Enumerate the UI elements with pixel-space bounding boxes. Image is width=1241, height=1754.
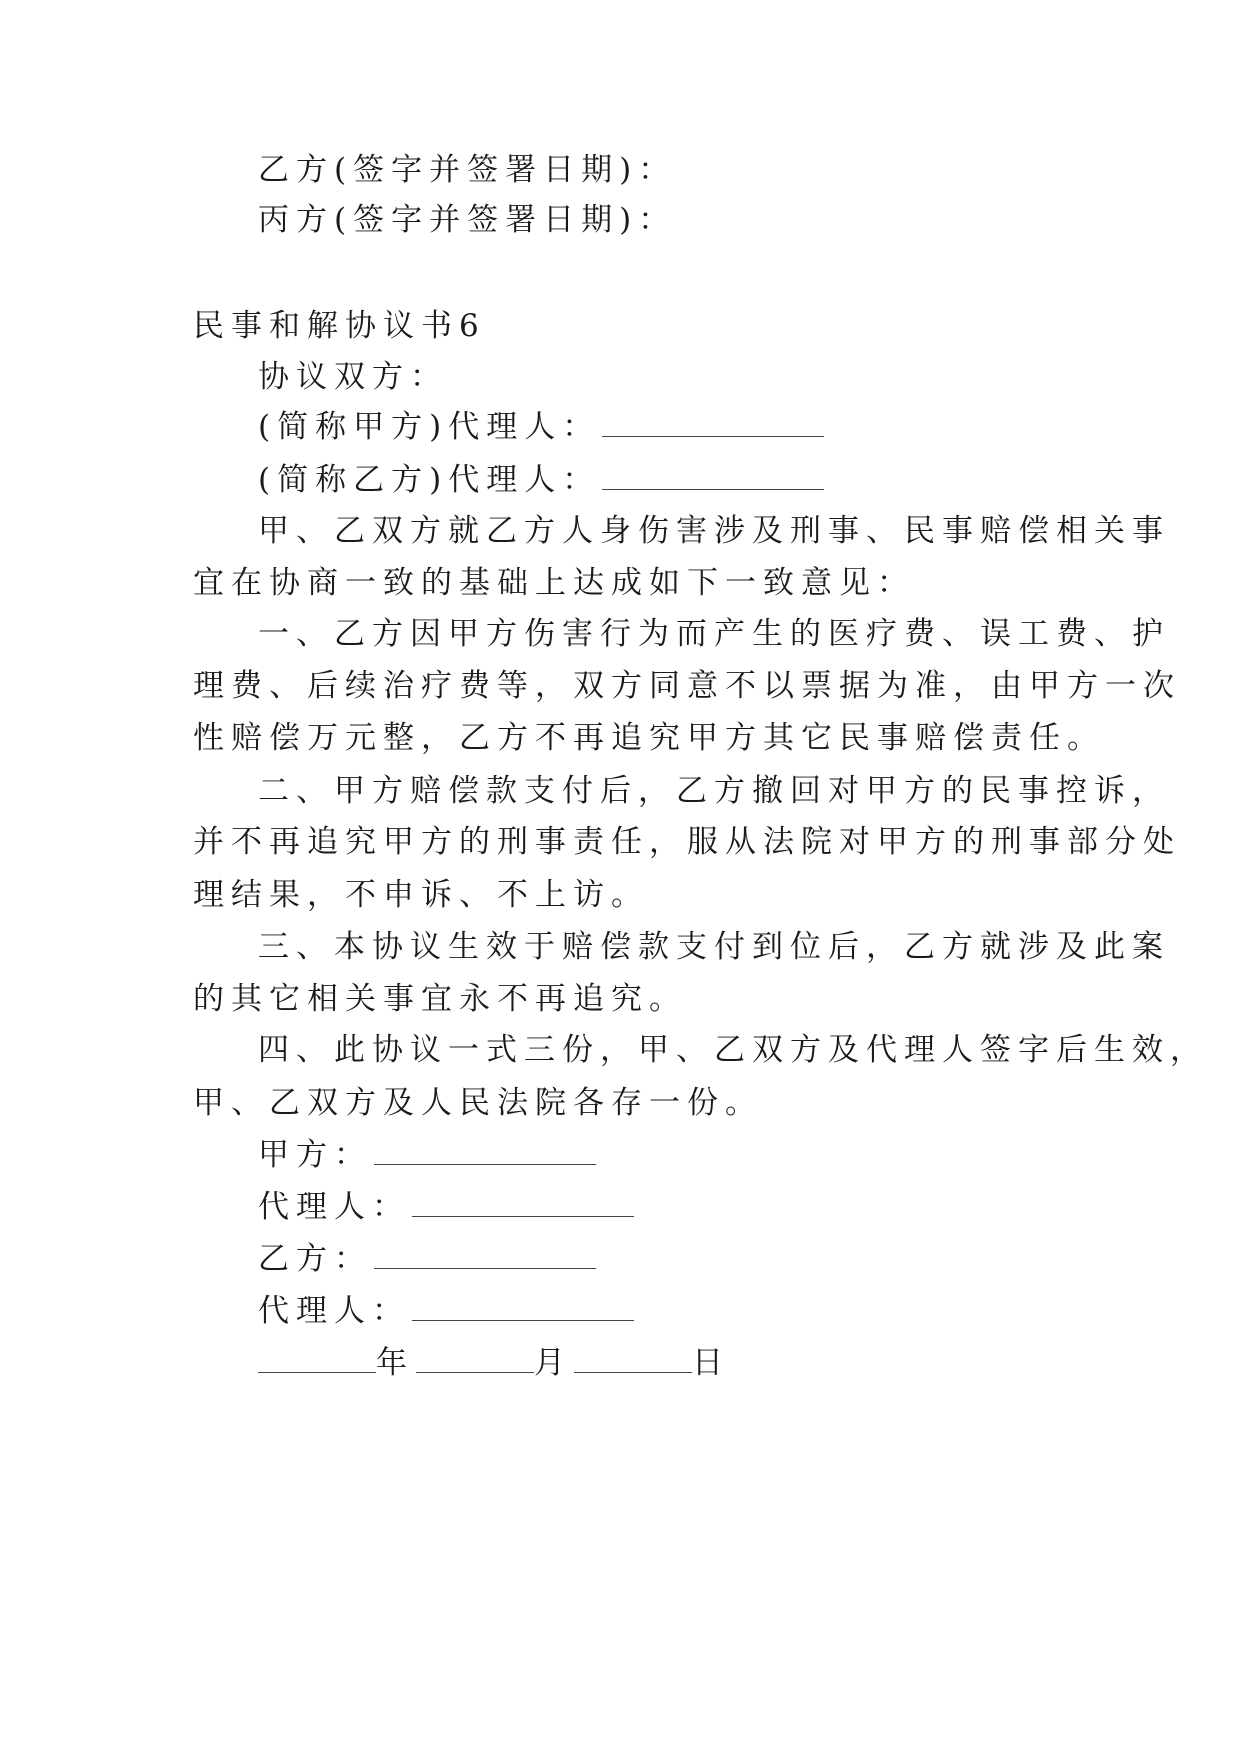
clause-2-line-3: 理结果，不申诉、不上访。 <box>193 877 649 913</box>
agent-1-signature-line <box>258 1187 634 1227</box>
clause-2-line-1: 二、甲方赔偿款支付后，乙方撤回对甲方的民事控诉， <box>258 773 1170 809</box>
intro-line-2: 宜在协商一致的基础上达成如下一致意见： <box>193 565 915 601</box>
intro-line-1: 甲、乙双方就乙方人身伤害涉及刑事、民事赔偿相关事 <box>258 513 1170 549</box>
party-a-blank <box>374 1138 596 1165</box>
party-b-signature-line-2 <box>258 1239 596 1279</box>
agent-2-signature-line <box>258 1291 634 1331</box>
party-b-signature-line: 乙方(签字并签署日期)： <box>258 152 677 188</box>
agent-2-blank <box>412 1294 634 1321</box>
clause-1-line-2: 理费、后续治疗费等，双方同意不以票据为准，由甲方一次 <box>193 668 1181 704</box>
party-b-label: 乙方： <box>258 1241 372 1277</box>
clause-2-line-2: 并不再追究甲方的刑事责任，服从法院对甲方的刑事部分处 <box>193 824 1181 860</box>
party-c-signature-line: 丙方(签字并签署日期)： <box>258 202 677 238</box>
parties-heading: 协议双方： <box>258 359 448 395</box>
party-b-agent-label: (简称乙方)代理人： <box>258 462 601 498</box>
party-b-agent-line <box>258 460 824 500</box>
clause-3-line-1: 三、本协议生效于赔偿款支付到位后，乙方就涉及此案 <box>258 929 1170 965</box>
clause-4-line-2: 甲、乙双方及人民法院各存一份。 <box>193 1085 763 1121</box>
clause-1-line-3: 性赔偿万元整，乙方不再追究甲方其它民事赔偿责任。 <box>193 720 1105 756</box>
year-blank <box>258 1346 376 1373</box>
party-a-label: 甲方： <box>258 1137 372 1173</box>
agent-1-blank <box>412 1190 634 1217</box>
agent-1-label: 代理人： <box>258 1189 410 1225</box>
month-label: 月 <box>534 1345 572 1381</box>
date-line <box>258 1343 730 1383</box>
clause-1-line-1: 一、乙方因甲方伤害行为而产生的医疗费、误工费、护 <box>258 616 1170 652</box>
day-label: 日 <box>692 1345 730 1381</box>
party-a-agent-line <box>258 407 824 447</box>
day-blank <box>574 1346 692 1373</box>
party-a-agent-label: (简称甲方)代理人： <box>258 409 601 445</box>
month-blank <box>416 1346 534 1373</box>
year-label: 年 <box>376 1345 414 1381</box>
party-b-agent-blank <box>602 463 824 490</box>
party-a-signature-line <box>258 1135 596 1175</box>
party-a-agent-blank <box>602 410 824 437</box>
document-title: 民事和解协议书6 <box>193 308 486 344</box>
clause-4-line-1: 四、此协议一式三份，甲、乙双方及代理人签字后生效， <box>258 1032 1208 1068</box>
party-b-blank <box>374 1242 596 1269</box>
agent-2-label: 代理人： <box>258 1293 410 1329</box>
clause-3-line-2: 的其它相关事宜永不再追究。 <box>193 981 687 1017</box>
